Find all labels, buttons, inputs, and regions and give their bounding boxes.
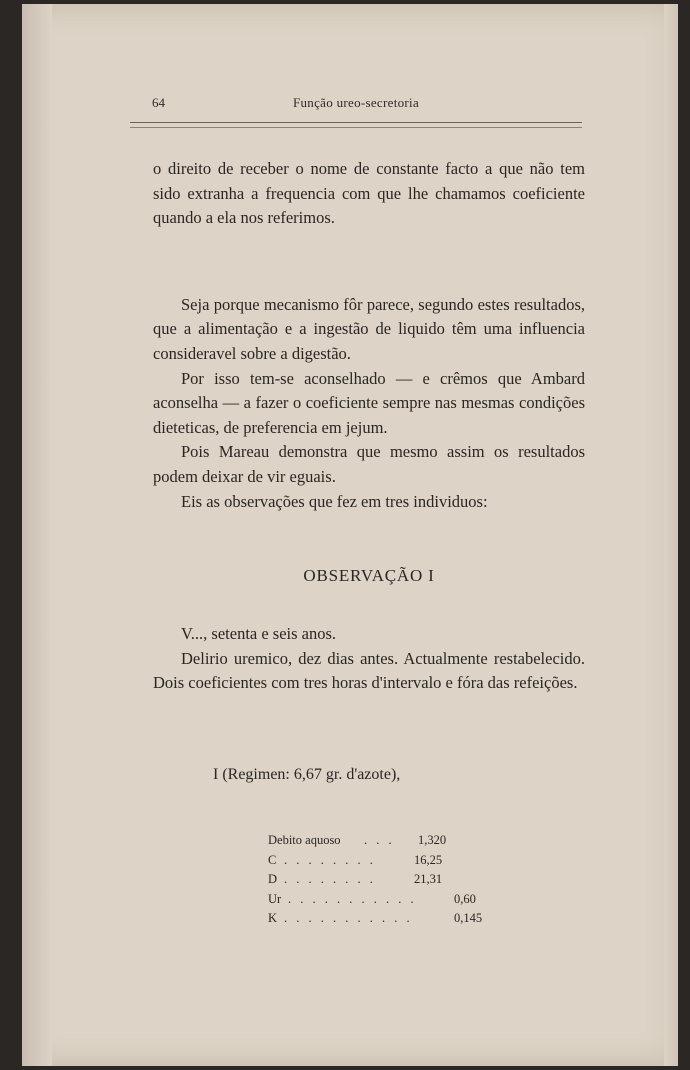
leader-dots: . . . . . . . . (284, 852, 376, 867)
result-label: D (268, 872, 278, 886)
paragraph: Seja porque mecanismo fôr parece, segundo estes resultados, que a alimentação e a ingestão de liquido têm uma influencia consideravel sobre a digestão. (153, 294, 585, 363)
body-text (153, 157, 585, 514)
section-heading: OBSERVAÇÃO I (303, 566, 435, 585)
table-row (268, 872, 508, 892)
header-rule-thin (130, 127, 582, 128)
paragraph: o direito de receber o nome de constante facto a que não tem sido extranha a frequencia com que lhe chamamos coeficiente quando a ela nos referimos. (153, 159, 585, 228)
page-spine-shadow (22, 4, 52, 1066)
table-row (268, 853, 508, 873)
result-value: 16,25 (414, 852, 443, 867)
page-header (130, 95, 582, 119)
result-label: K (268, 911, 278, 925)
paragraph: Eis as observações que fez em tres individuos: (181, 491, 488, 511)
paragraph: Pois Mareau demonstra que mesmo assim os resultados podem deixar de vir eguais. (153, 442, 585, 486)
table-row (268, 911, 508, 931)
running-title: Função ureo-secretoria (292, 95, 420, 110)
observation-text (153, 622, 585, 696)
result-label: Debito aquoso (268, 833, 341, 847)
paragraph: Por isso tem-se aconselhado — e crêmos que Ambard aconselha — a fazer o coeficiente sempre nas mesmas condições dieteticas, de preferencia em jejum. (153, 368, 585, 437)
result-value: 21,31 (414, 872, 443, 886)
leader-dots: . . . . . . . . . . . (284, 911, 413, 925)
history-paragraph: Delirio uremico, dez dias antes. Actualmente restabelecido. Dois coeficientes com tres horas d'intervalo e fóra das refeições. (153, 648, 585, 693)
patient-line: V..., setenta e seis anos. (181, 624, 337, 643)
regimen-line: I (Regimen: 6,67 gr. d'azote), (213, 766, 401, 783)
header-rule (130, 122, 582, 123)
table-row (268, 833, 508, 853)
result-value: 1,320 (418, 833, 447, 847)
result-value: 0,60 (454, 891, 476, 906)
result-label: Ur (268, 891, 282, 906)
table-row (268, 892, 508, 912)
result-label: C (268, 852, 277, 867)
results-table (268, 833, 508, 931)
result-value: 0,145 (454, 911, 483, 925)
leader-dots: . . . . . . . . (284, 872, 376, 886)
page-edge (664, 4, 678, 1066)
leader-dots: . . . (364, 833, 395, 847)
page-number: 64 (152, 95, 165, 110)
leader-dots: . . . . . . . . . . . (288, 891, 417, 906)
